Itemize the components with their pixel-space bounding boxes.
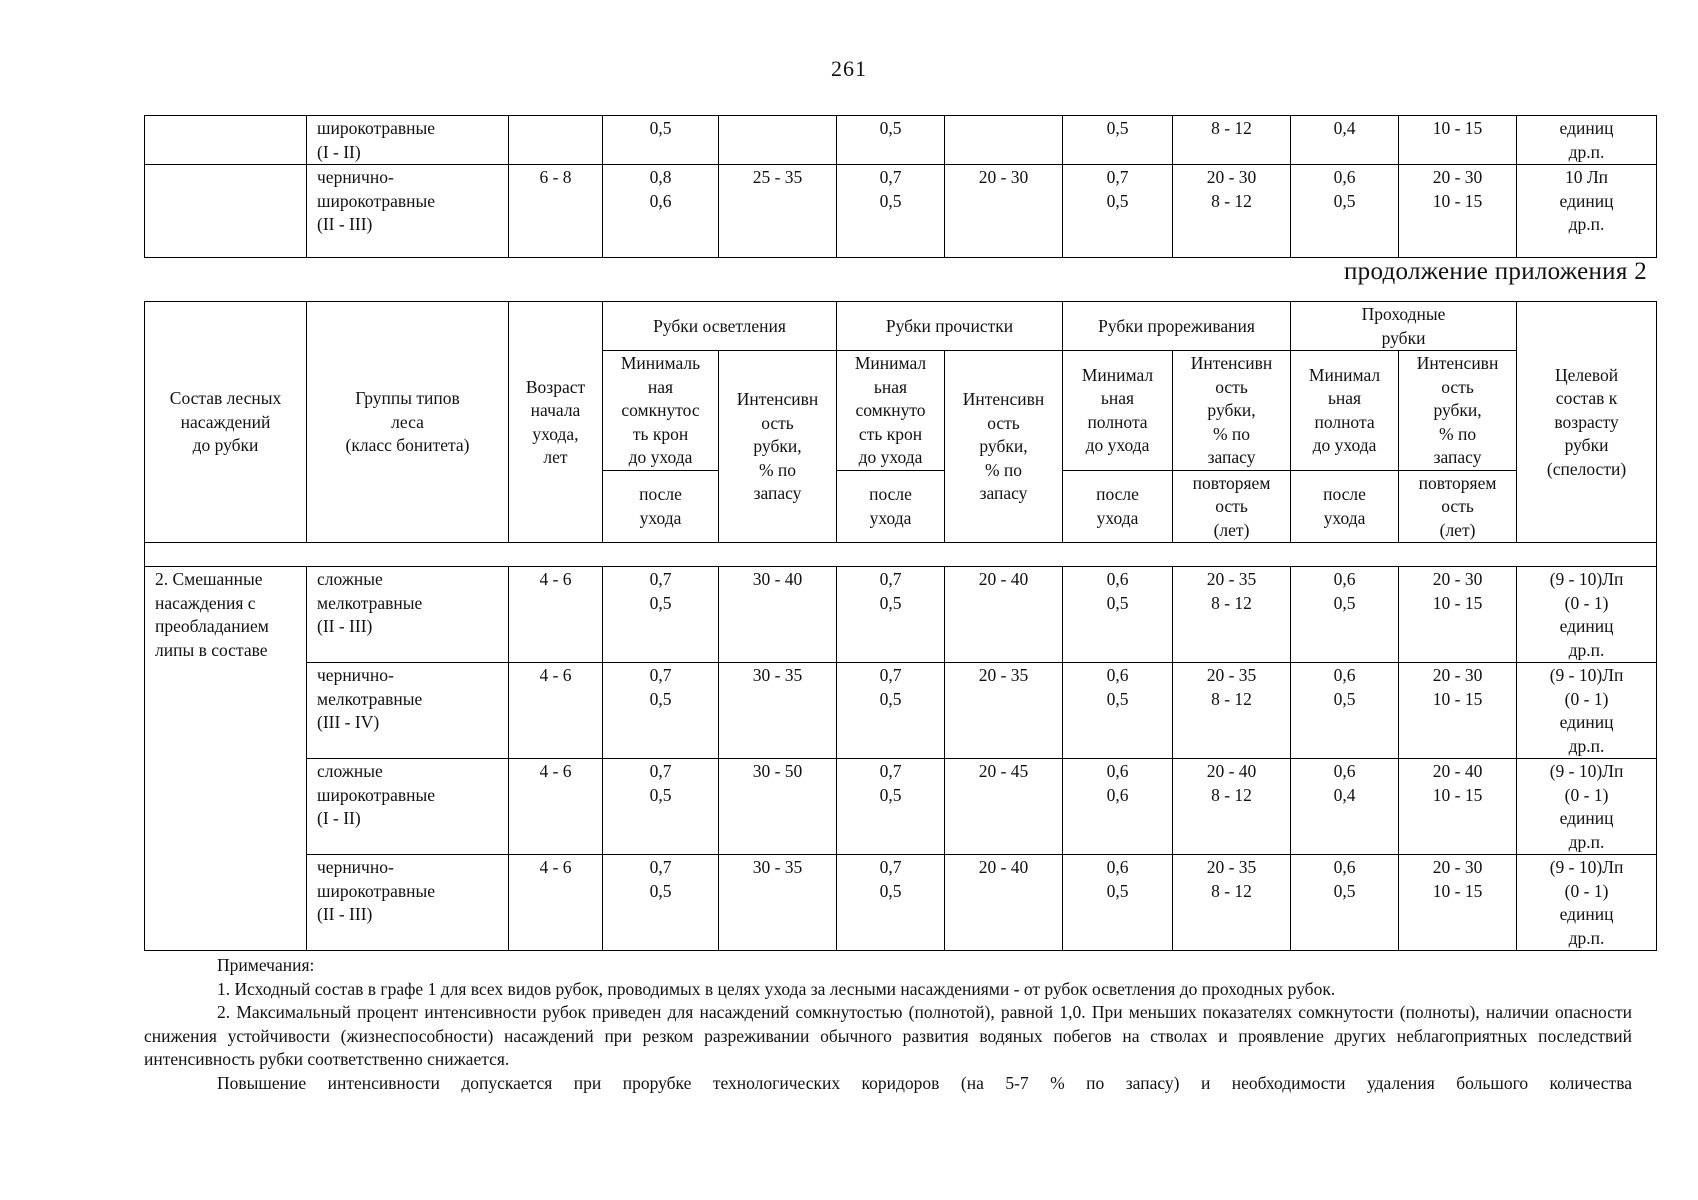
forest-group-cell: сложные широкотравные (I - II) (307, 759, 509, 855)
header-start-age: Возраст начала ухода, лет (509, 302, 603, 543)
table-cell: 30 - 35 (719, 855, 837, 951)
header-forest-groups: Группы типов леса (класс бонитета) (307, 302, 509, 543)
table-cell: 0,6 0,5 (1291, 567, 1399, 663)
top-table-body (145, 116, 1657, 258)
table-body (145, 567, 1657, 951)
table-cell: 20 - 35 8 - 12 (1173, 663, 1291, 759)
table-cell: 10 - 15 (1399, 116, 1517, 165)
header-clearing-min-density: Минималь ная сомкнутос ть крон до ухода (603, 351, 719, 471)
table-cell: (9 - 10)Лп (0 - 1) единиц др.п. (1517, 759, 1657, 855)
table-cell: 20 - 30 10 - 15 (1399, 165, 1517, 258)
header-clearing-intensity: Интенсивн ость рубки, % по запасу (719, 351, 837, 543)
table-cell: 8 - 12 (1173, 116, 1291, 165)
table-row (145, 663, 1657, 759)
table-cell: 0,4 (1291, 116, 1399, 165)
header-cleaning-intensity: Интенсивн ость рубки, % по запасу (945, 351, 1063, 543)
table-cell: 0,6 0,5 (1063, 567, 1173, 663)
table-cell (509, 116, 603, 165)
table-cell: 0,7 0,5 (837, 165, 945, 258)
forest-group-cell: чернично- мелкотравные (III - IV) (307, 663, 509, 759)
table-cell: 0,6 0,5 (1291, 165, 1399, 258)
table-cell: 0,7 0,5 (837, 759, 945, 855)
main-table (144, 301, 1657, 951)
continuation-label: продолжение приложения 2 (1343, 258, 1647, 285)
table-cell: 0,7 0,5 (603, 663, 719, 759)
table-cell: 0,7 0,5 (837, 567, 945, 663)
header-clearing-group: Рубки осветления (603, 302, 837, 351)
table-cell: 20 - 45 (945, 759, 1063, 855)
header-thinning-min-density: Минимал ьная полнота до ухода (1063, 351, 1173, 471)
header-cleaning-group: Рубки прочистки (837, 302, 1063, 351)
table-header (145, 302, 1657, 567)
forest-group-cell: чернично- широкотравные (II - III) (307, 855, 509, 951)
notes-title: Примечания: (217, 955, 315, 975)
table-cell: 25 - 35 (719, 165, 837, 258)
table-cell: 0,6 0,5 (1291, 855, 1399, 951)
table-cell: 0,7 0,5 (837, 663, 945, 759)
table-cell: 0,7 0,5 (603, 855, 719, 951)
table-cell: (9 - 10)Лп (0 - 1) единиц др.п. (1517, 855, 1657, 951)
table-cell: 20 - 30 10 - 15 (1399, 663, 1517, 759)
forest-group-cell: широкотравные (I - II) (307, 116, 509, 165)
header-thinning-intensity: Интенсивн ость рубки, % по запасу (1173, 351, 1291, 471)
section-label: 2. Смешанные насаждения с преобладанием липы в составе (145, 567, 307, 951)
table-cell: 6 - 8 (509, 165, 603, 258)
note-3: Повышение интенсивности допускается при прорубке технологических коридоров (на 5-7 % по запасу) и необходимости удаления большого количества (217, 1072, 1632, 1093)
header-thinning-after: после ухода (1063, 470, 1173, 543)
table-cell: 20 - 40 10 - 15 (1399, 759, 1517, 855)
table-cell: 4 - 6 (509, 663, 603, 759)
table-cell: 20 - 35 8 - 12 (1173, 567, 1291, 663)
table-cell: 4 - 6 (509, 567, 603, 663)
header-clearing-after: после ухода (603, 470, 719, 543)
table-cell: 30 - 50 (719, 759, 837, 855)
table-cell: 4 - 6 (509, 855, 603, 951)
table-cell: 0,8 0,6 (603, 165, 719, 258)
header-passage-intensity: Интенсивн ость рубки, % по запасу (1399, 351, 1517, 471)
header-passage-after: после ухода (1291, 470, 1399, 543)
table-cell: 30 - 40 (719, 567, 837, 663)
table-cell (145, 165, 307, 258)
table-cell: 20 - 30 10 - 15 (1399, 567, 1517, 663)
table-cell: (9 - 10)Лп (0 - 1) единиц др.п. (1517, 663, 1657, 759)
table-row (145, 116, 1657, 165)
forest-group-cell: сложные мелкотравные (II - III) (307, 567, 509, 663)
table-cell: 20 - 40 (945, 567, 1063, 663)
page-number: 261 (831, 56, 867, 81)
table-cell: 30 - 35 (719, 663, 837, 759)
header-passage-group: Проходные рубки (1291, 302, 1517, 351)
table-row (145, 567, 1657, 663)
note-1: 1. Исходный состав в графе 1 для всех видов рубок, проводимых в целях ухода за лесными насаждениями - от рубок осветления до проходных рубок. (217, 978, 1336, 999)
table-cell: 20 - 30 8 - 12 (1173, 165, 1291, 258)
table-cell: 0,6 0,5 (1063, 855, 1173, 951)
header-passage-min-density: Минимал ьная полнота до ухода (1291, 351, 1399, 471)
table-cell: 0,6 0,6 (1063, 759, 1173, 855)
table-cell: 0,6 0,5 (1291, 663, 1399, 759)
table-row (145, 165, 1657, 258)
note-2: 2. Максимальный процент интенсивности рубок приведен для насаждений сомкнутостью (полнотой), равной 1,0. При меньших показателях сомкнутости (полноты), наличии опасности снижения устойчивости (жизнеспособности) насаждений при резком разреживании обычного развития водяных побегов на стволах и проявление других неблагоприятных последствий интенсивность рубки соответственно снижается. (144, 1002, 1632, 1069)
table-cell: 20 - 30 10 - 15 (1399, 855, 1517, 951)
table-cell: 20 - 40 (945, 855, 1063, 951)
table-cell: единиц др.п. (1517, 116, 1657, 165)
table-cell: 4 - 6 (509, 759, 603, 855)
notes (144, 954, 1632, 1095)
table-row (145, 759, 1657, 855)
table-cell (145, 116, 307, 165)
table-cell: 10 Лп единиц др.п. (1517, 165, 1657, 258)
forest-group-cell: чернично- широкотравные (II - III) (307, 165, 509, 258)
table-cell: 0,5 (837, 116, 945, 165)
top-table-fragment (144, 115, 1657, 258)
header-cleaning-after: после ухода (837, 470, 945, 543)
table-cell (719, 116, 837, 165)
table-cell: 0,5 (603, 116, 719, 165)
header-thinning-group: Рубки прореживания (1063, 302, 1291, 351)
header-cleaning-min-density: Минимал ьная сомкнуто сть крон до ухода (837, 351, 945, 471)
header-composition: Состав лесных насаждений до рубки (145, 302, 307, 543)
table-cell: (9 - 10)Лп (0 - 1) единиц др.п. (1517, 567, 1657, 663)
table-cell: 20 - 35 (945, 663, 1063, 759)
table-cell: 0,7 0,5 (837, 855, 945, 951)
header-target-composition: Целевой состав к возрасту рубки (спелости) (1517, 302, 1657, 543)
spacer-row (145, 543, 1657, 567)
table-cell: 0,6 0,5 (1063, 663, 1173, 759)
table-cell: 0,7 0,5 (1063, 165, 1173, 258)
table-cell: 0,6 0,4 (1291, 759, 1399, 855)
table-cell: 0,7 0,5 (603, 567, 719, 663)
table-row (145, 855, 1657, 951)
table-cell: 20 - 30 (945, 165, 1063, 258)
table-cell: 20 - 40 8 - 12 (1173, 759, 1291, 855)
table-cell: 0,7 0,5 (603, 759, 719, 855)
table-cell (945, 116, 1063, 165)
table-cell: 20 - 35 8 - 12 (1173, 855, 1291, 951)
table-cell: 0,5 (1063, 116, 1173, 165)
header-thinning-repeat: повторяем ость (лет) (1173, 470, 1291, 543)
header-passage-repeat: повторяем ость (лет) (1399, 470, 1517, 543)
